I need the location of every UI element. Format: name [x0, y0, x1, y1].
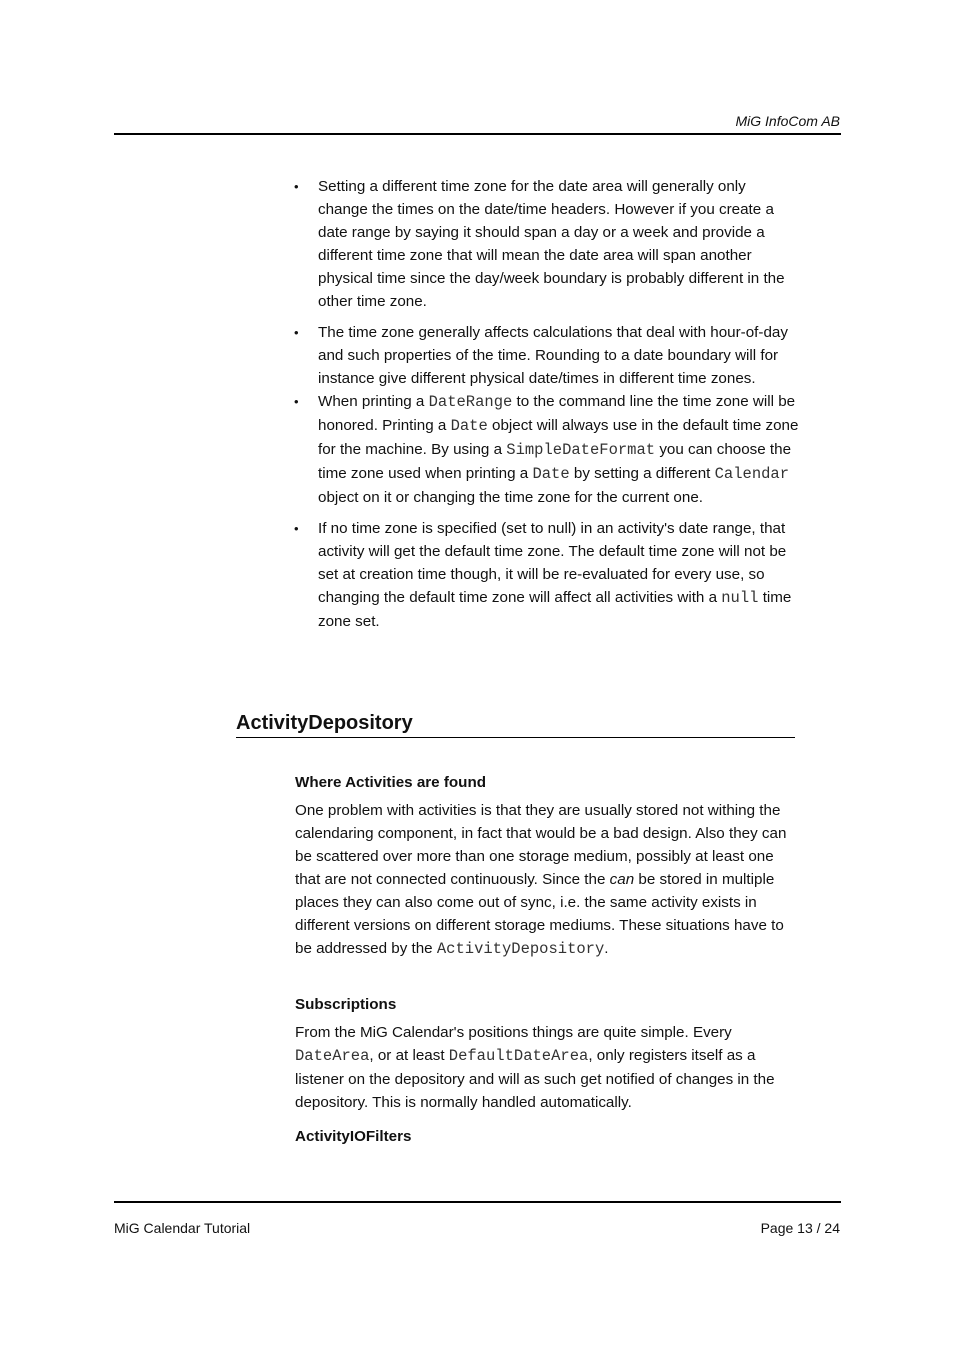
emphasis-text: can: [609, 871, 635, 888]
list-item: [294, 321, 799, 390]
code-activitydepository: ActivityDepository: [436, 940, 605, 958]
code-calendar: Calendar: [714, 465, 790, 483]
bullet-icon: •: [294, 325, 299, 340]
subsection-activityiofilters: [295, 1125, 800, 1153]
code-null: null: [721, 589, 759, 607]
footer-title: MiG Calendar Tutorial: [114, 1220, 251, 1236]
code-datearea: DateArea: [295, 1047, 370, 1065]
list-item: [294, 517, 799, 633]
code-date: Date: [450, 417, 488, 435]
bullet-text: time zone set.: [318, 589, 792, 630]
code-date: Date: [532, 465, 570, 483]
code-defaultdatearea: DefaultDateArea: [448, 1047, 589, 1065]
code-daterange: DateRange: [428, 393, 513, 411]
bullet-text: by setting a different: [569, 465, 715, 482]
subsection-heading: ActivityIOFilters: [295, 1128, 412, 1145]
bullet-text: object will always use in the default time zone for the machine. By using a: [318, 417, 799, 458]
bullet-text: If no time zone is specified (set to null) in an activity's date range, that activity will get the default time zone. The default time zone will not be set at creation time though, it will be re-evaluated for every use, so changing the default time zone will affect all activities with a: [318, 520, 787, 606]
code-simpledateformat: SimpleDateFormat: [506, 441, 656, 459]
bullet-text: Setting a different time zone for the date area will generally only change the times on the date/time headers. However if you create a date range by saying it should span a day or a week and provide a different time zone that will mean the date area will span another physical time since the day/week boundary is probably different in the other time zone.: [318, 178, 785, 310]
subsection-subscriptions: [295, 993, 800, 1114]
bullet-text: The time zone generally affects calculations that deal with hour-of-day and such properties of the time. Rounding to a date boundary will for instance give different physical date/times in different time zones.: [318, 324, 788, 387]
bullet-text: When printing a: [318, 393, 429, 410]
bullet-icon: •: [294, 394, 299, 409]
paragraph-text: From the MiG Calendar's positions things are quite simple. Every: [295, 1024, 732, 1041]
bullet-text: object on it or changing the time zone for the current one.: [318, 489, 703, 506]
list-item: [294, 175, 799, 313]
section-title: ActivityDepository: [236, 712, 795, 738]
header-company: MiG InfoCom AB: [735, 113, 840, 129]
bullet-text: you can choose the time zone used when printing a: [318, 441, 792, 482]
subsection-where-activities: [295, 771, 800, 961]
bullet-text: to the command line the time zone will be honored. Printing a: [318, 393, 796, 434]
paragraph-text: .: [604, 940, 609, 957]
bullet-icon: •: [294, 179, 299, 194]
paragraph: [295, 1021, 800, 1114]
list-item: [294, 390, 799, 509]
bullet-list: [294, 175, 799, 633]
footer-page-number: Page 13 / 24: [760, 1220, 840, 1236]
paragraph-text: One problem with activities is that they are usually stored not withing the calendaring component, in fact that would be a bad design. Also they can be scattered over more than one storage medium, possibly at least one that are not connected continuously. Since the: [295, 802, 787, 888]
paragraph-text: be stored in multiple places they can also come out of sync, i.e. the same activity exists in different versions on different storage mediums. These situations have to be addressed by the: [295, 871, 784, 957]
bullet-icon: •: [294, 521, 299, 536]
subsection-heading: Where Activities are found: [295, 774, 487, 791]
footer-rule: [114, 1201, 841, 1203]
subsection-heading: Subscriptions: [295, 996, 397, 1013]
paragraph-text: , or at least: [369, 1047, 449, 1064]
paragraph: [295, 799, 800, 961]
header-rule: [114, 133, 841, 135]
paragraph-text: , only registers itself as a listener on the depository and will as such get notified of changes in the depository. This is normally handled automatically.: [295, 1047, 775, 1111]
